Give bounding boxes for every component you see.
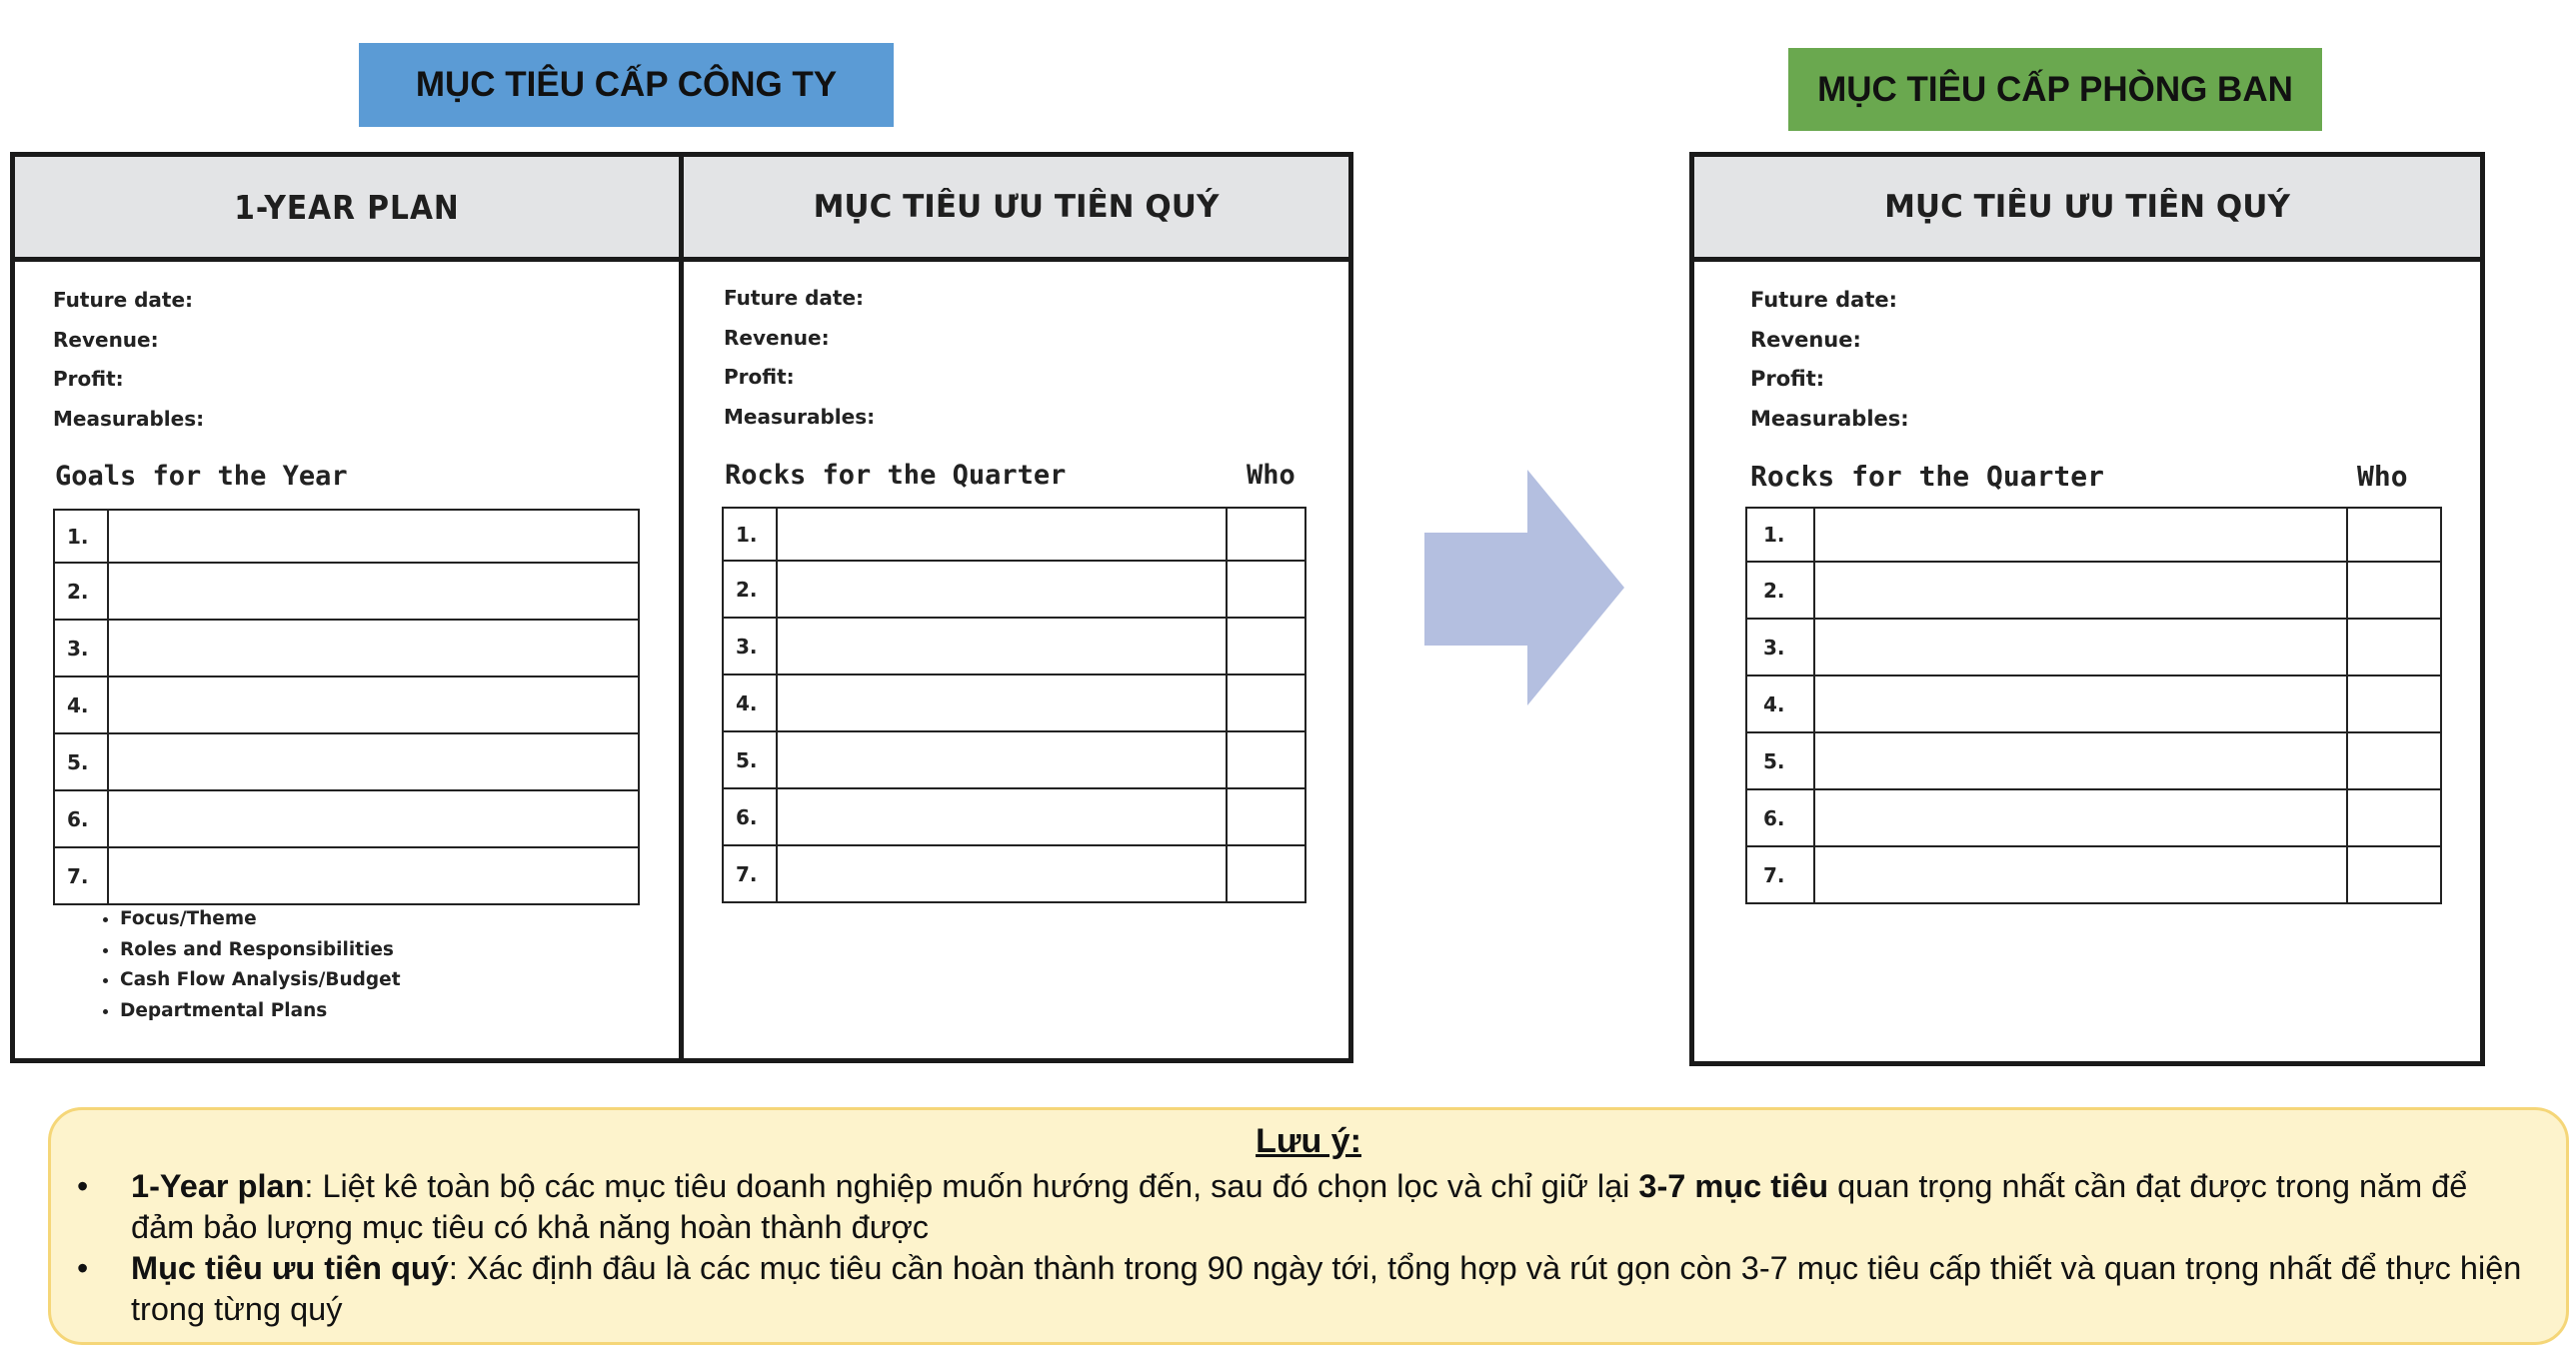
- note-term: Mục tiêu ưu tiên quý: [131, 1250, 449, 1286]
- table-row: [1746, 619, 2441, 675]
- one-year-plan-title: 1-YEAR PLAN: [15, 157, 679, 262]
- table-row: [54, 563, 639, 620]
- year-plan-bullets: [98, 904, 401, 1026]
- bullet-roles: • Roles and Responsibilities: [120, 935, 401, 966]
- rock-cell[interactable]: [1814, 732, 2347, 789]
- department-level-banner: MỤC TIÊU CẤP PHÒNG BAN: [1788, 48, 2322, 131]
- table-row: [723, 731, 1305, 788]
- table-row: [1746, 675, 2441, 732]
- rock-cell[interactable]: [777, 845, 1227, 902]
- goal-cell[interactable]: [108, 733, 639, 790]
- goal-cell[interactable]: [108, 620, 639, 676]
- table-row: [54, 510, 639, 563]
- goal-cell[interactable]: [108, 847, 639, 904]
- rock-cell[interactable]: [1814, 562, 2347, 619]
- who-cell[interactable]: [1227, 788, 1305, 845]
- row-number: 5.: [54, 733, 108, 790]
- rock-cell[interactable]: [1814, 619, 2347, 675]
- rocks-table: [722, 507, 1306, 903]
- rock-cell[interactable]: [1814, 846, 2347, 903]
- row-number: 5.: [1746, 732, 1814, 789]
- profit-label: Profit:: [724, 365, 795, 389]
- table-row: [54, 676, 639, 733]
- who-cell[interactable]: [1227, 508, 1305, 561]
- who-label: Who: [1247, 460, 1295, 491]
- note-text: quan trọng nhất cần đạt được trong năm để đảm bảo lượng mục tiêu có khả năng hoàn thành được: [131, 1168, 2468, 1245]
- revenue-label: Revenue:: [53, 327, 159, 352]
- rock-cell[interactable]: [777, 618, 1227, 674]
- table-row: [54, 620, 639, 676]
- who-cell[interactable]: [1227, 731, 1305, 788]
- future-date-label: Future date:: [1750, 288, 1898, 312]
- rock-cell[interactable]: [1814, 508, 2347, 562]
- row-number: 7.: [54, 847, 108, 904]
- note-term: 1-Year plan: [131, 1168, 305, 1204]
- table-row: [723, 508, 1305, 561]
- department-quarter-panel: [1689, 152, 2485, 1066]
- row-number: 1.: [1746, 508, 1814, 562]
- who-cell[interactable]: [2347, 789, 2441, 846]
- who-cell[interactable]: [1227, 845, 1305, 902]
- table-row: [1746, 508, 2441, 562]
- bullet-focus-theme: • Focus/Theme: [120, 904, 401, 935]
- row-number: 2.: [1746, 562, 1814, 619]
- right-arrow-icon: [1424, 470, 1629, 709]
- row-number: 3.: [54, 620, 108, 676]
- note-title: Lưu ý:: [1256, 1122, 1361, 1160]
- table-row: [1746, 789, 2441, 846]
- goal-cell[interactable]: [108, 676, 639, 733]
- table-row: [723, 845, 1305, 902]
- rock-cell[interactable]: [777, 731, 1227, 788]
- who-cell[interactable]: [2347, 562, 2441, 619]
- measurables-label: Measurables:: [1750, 406, 1909, 431]
- bullet-cash-flow: • Cash Flow Analysis/Budget: [120, 965, 401, 996]
- future-date-label: Future date:: [53, 288, 194, 312]
- goals-list-title: Goals for the Year: [55, 461, 348, 492]
- company-plan-panel: [10, 152, 1353, 1063]
- note-text: : Xác định đâu là các mục tiêu cần hoàn thành trong 90 ngày tới, tổng hợp và rút gọn còn 3-7 mục tiêu cấp thiết và quan trọng nhất để thực hiện trong từng quý: [131, 1250, 2522, 1327]
- revenue-label: Revenue:: [1750, 327, 1861, 352]
- row-number: 4.: [54, 676, 108, 733]
- profit-label: Profit:: [53, 367, 124, 391]
- table-row: [1746, 562, 2441, 619]
- note-item-quarter-goals: [77, 1248, 2526, 1330]
- bullet-icon: •: [77, 1168, 89, 1204]
- row-number: 4.: [1746, 675, 1814, 732]
- table-row: [1746, 732, 2441, 789]
- row-number: 2.: [54, 563, 108, 620]
- goal-cell[interactable]: [108, 563, 639, 620]
- row-number: 6.: [54, 790, 108, 847]
- rock-cell[interactable]: [777, 788, 1227, 845]
- row-number: 4.: [723, 674, 777, 731]
- department-quarter-fields: [1750, 281, 1909, 439]
- table-row: [723, 561, 1305, 618]
- who-label: Who: [2357, 460, 2408, 493]
- rock-cell[interactable]: [1814, 789, 2347, 846]
- row-number: 5.: [723, 731, 777, 788]
- table-row: [723, 788, 1305, 845]
- table-row: [723, 674, 1305, 731]
- row-number: 1.: [54, 510, 108, 563]
- company-quarter-fields: [724, 279, 875, 437]
- who-cell[interactable]: [1227, 674, 1305, 731]
- arrow-shape: [1424, 470, 1624, 705]
- row-number: 2.: [723, 561, 777, 618]
- row-number: 3.: [723, 618, 777, 674]
- table-row: [1746, 846, 2441, 903]
- table-row: [54, 847, 639, 904]
- year-plan-fields: [53, 281, 204, 439]
- rocks-table: [1745, 507, 2442, 904]
- who-cell[interactable]: [1227, 618, 1305, 674]
- revenue-label: Revenue:: [724, 325, 830, 350]
- profit-label: Profit:: [1750, 367, 1825, 391]
- who-cell[interactable]: [2347, 675, 2441, 732]
- who-cell[interactable]: [2347, 732, 2441, 789]
- row-number: 7.: [1746, 846, 1814, 903]
- row-number: 1.: [723, 508, 777, 561]
- measurables-label: Measurables:: [724, 404, 876, 429]
- company-quarter-title: MỤC TIÊU ƯU TIÊN QUÝ: [684, 157, 1348, 262]
- one-year-plan-section: [15, 157, 679, 1058]
- department-quarter-title: MỤC TIÊU ƯU TIÊN QUÝ: [1694, 157, 2480, 262]
- who-cell[interactable]: [2347, 619, 2441, 675]
- table-row: [54, 790, 639, 847]
- who-cell[interactable]: [1227, 561, 1305, 618]
- who-cell[interactable]: [2347, 846, 2441, 903]
- row-number: 3.: [1746, 619, 1814, 675]
- note-item-year-plan: [77, 1166, 2526, 1248]
- measurables-label: Measurables:: [53, 406, 205, 431]
- note-box: [48, 1107, 2569, 1345]
- rocks-list-title: Rocks for the Quarter: [725, 460, 1067, 491]
- rock-cell[interactable]: [777, 508, 1227, 561]
- rock-cell[interactable]: [777, 674, 1227, 731]
- who-cell[interactable]: [2347, 508, 2441, 562]
- bullet-icon: •: [77, 1250, 89, 1286]
- bullet-departmental-plans: • Departmental Plans: [120, 996, 401, 1027]
- company-level-banner: MỤC TIÊU CẤP CÔNG TY: [359, 43, 894, 127]
- row-number: 6.: [723, 788, 777, 845]
- goal-cell[interactable]: [108, 790, 639, 847]
- note-text: : Liệt kê toàn bộ các mục tiêu doanh nghiệp muốn hướng đến, sau đó chọn lọc và chỉ giữ lại: [304, 1168, 1639, 1204]
- goal-cell[interactable]: [108, 510, 639, 563]
- rock-cell[interactable]: [777, 561, 1227, 618]
- rocks-list-title: Rocks for the Quarter: [1750, 460, 2105, 493]
- future-date-label: Future date:: [724, 286, 865, 310]
- table-row: [54, 733, 639, 790]
- table-row: [723, 618, 1305, 674]
- note-emphasis: 3-7 mục tiêu: [1638, 1168, 1829, 1204]
- row-number: 7.: [723, 845, 777, 902]
- company-quarter-section: [684, 157, 1348, 1058]
- goals-table: [53, 509, 640, 905]
- row-number: 6.: [1746, 789, 1814, 846]
- rock-cell[interactable]: [1814, 675, 2347, 732]
